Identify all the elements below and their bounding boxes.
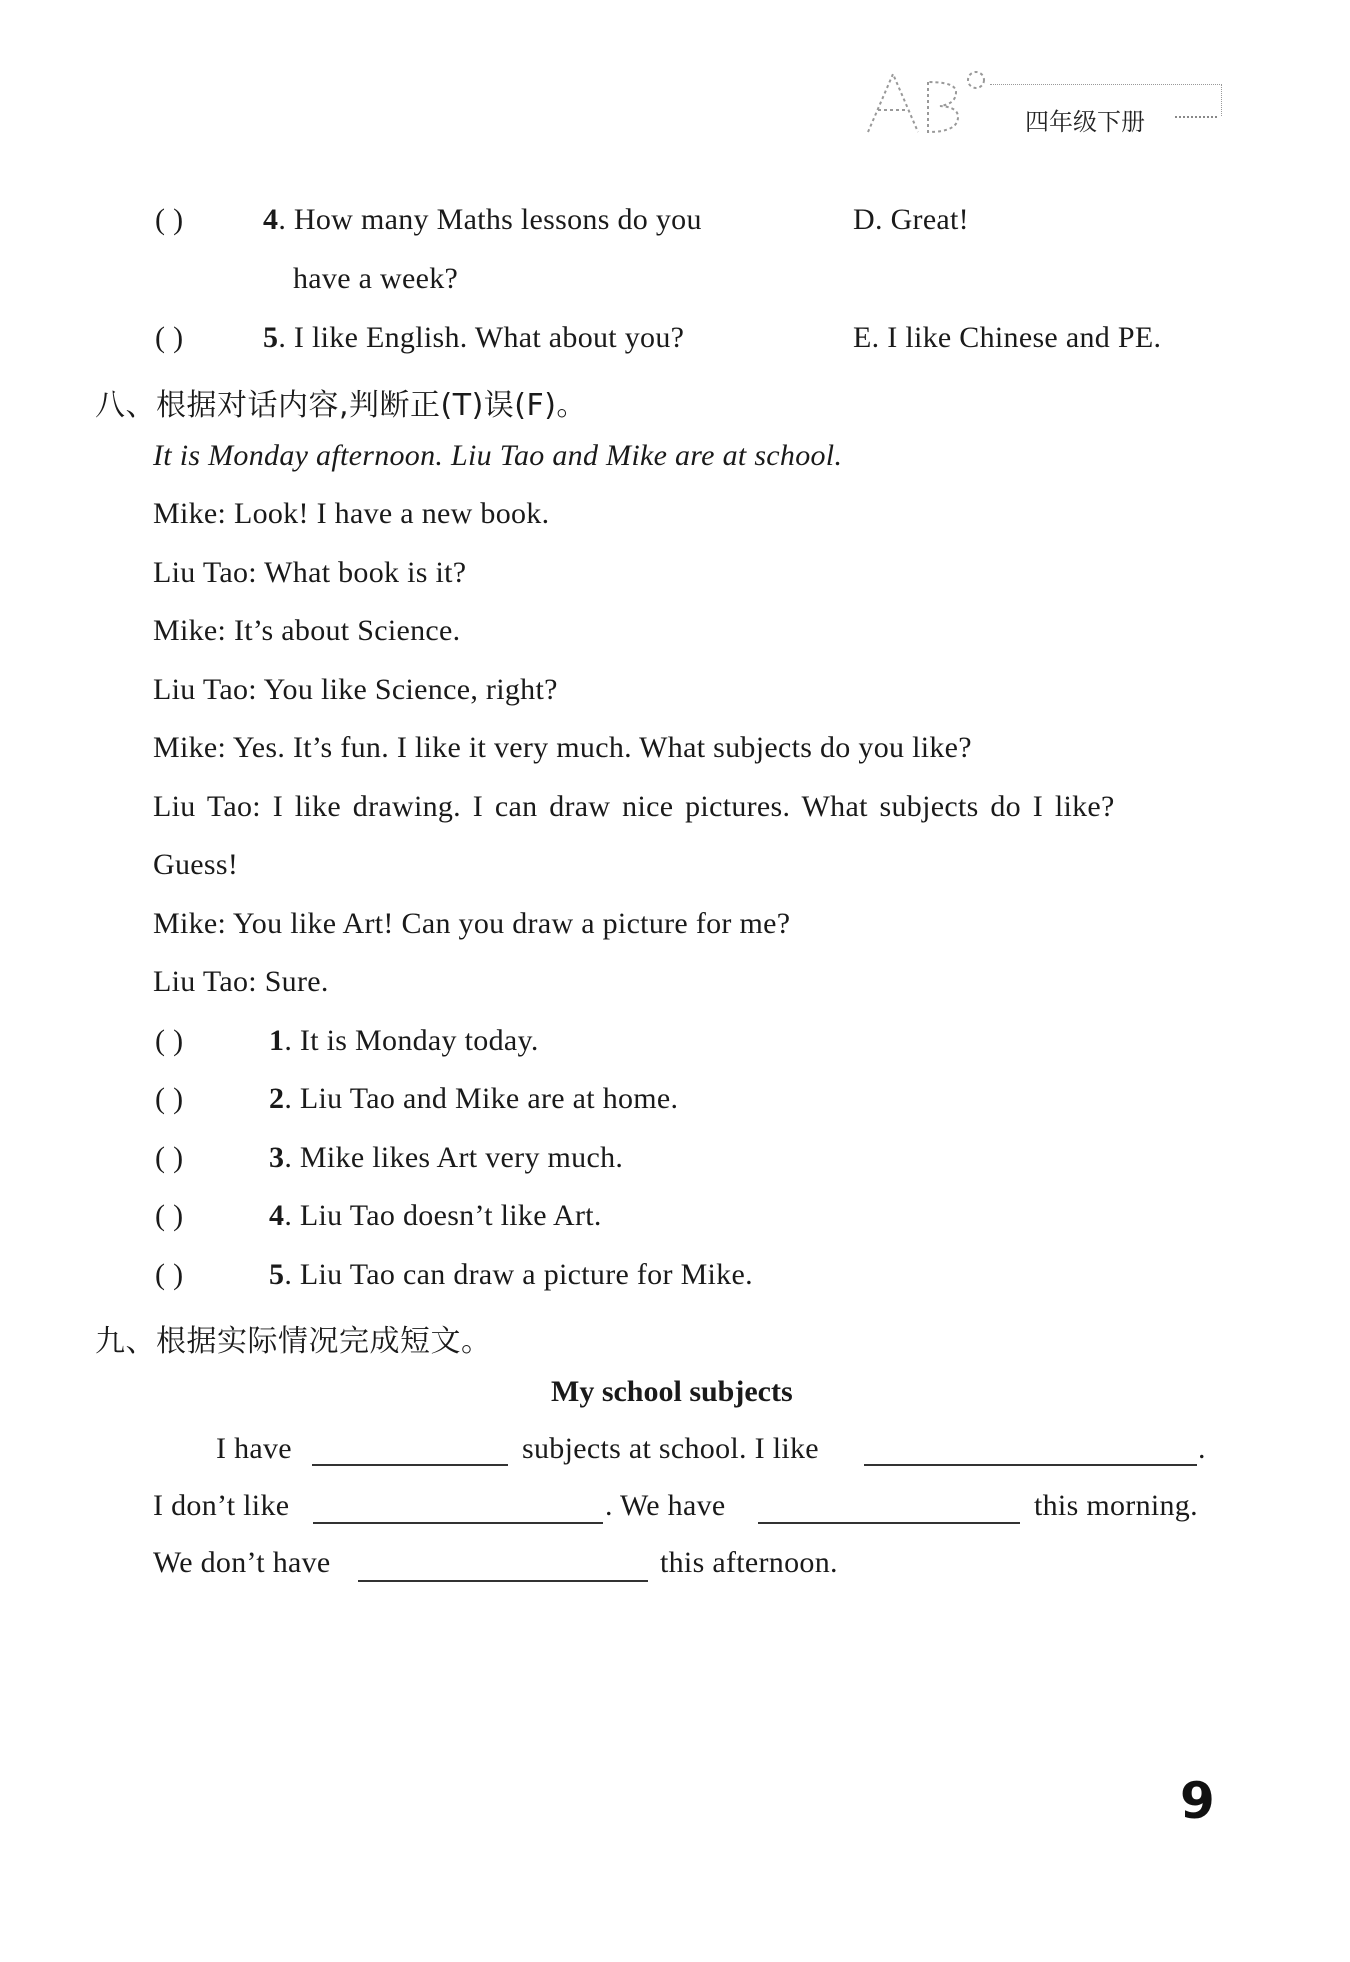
statement-text: It is Monday today.: [299, 1024, 539, 1057]
dialogue-line: Liu Tao: You like Science, right?: [153, 673, 558, 706]
matching-item-4-continuation: have a week?: [293, 262, 459, 295]
passage-text: I have: [216, 1432, 292, 1465]
dialogue-line: Liu Tao: What book is it?: [153, 556, 467, 589]
statement-text: Liu Tao and Mike are at home.: [299, 1082, 679, 1115]
passage-text: this afternoon.: [660, 1546, 838, 1579]
answer-paren[interactable]: ( ): [155, 1082, 184, 1115]
answer-paren[interactable]: ( ): [155, 1199, 184, 1232]
matching-option-d: D. Great!: [853, 203, 969, 236]
answer-paren[interactable]: ( ): [155, 203, 184, 236]
dialogue-line: Mike: Yes. It’s fun. I like it very much. What subjects do you like?: [153, 731, 972, 764]
statement-number: 2: [269, 1082, 285, 1115]
answer-paren[interactable]: ( ): [155, 1141, 184, 1174]
statement-number: 4: [269, 1199, 285, 1232]
statement-number: 3: [269, 1141, 285, 1174]
dialogue-line: Mike: You like Art! Can you draw a picture for me?: [153, 907, 791, 940]
grade-label: 四年级下册: [1025, 108, 1145, 136]
passage-text: I don’t like: [153, 1489, 290, 1522]
passage-text: . We have: [605, 1489, 726, 1522]
ab-logo-icon: [858, 62, 1008, 140]
passage-text: We don’t have: [153, 1546, 331, 1579]
tf-statement-4: ( ) 4. Liu Tao doesn’t like Art.: [155, 1199, 602, 1232]
blank-disliked-subjects[interactable]: [313, 1522, 603, 1524]
header-dots: [1175, 116, 1217, 118]
blank-morning-subjects[interactable]: [758, 1522, 1020, 1524]
answer-paren[interactable]: ( ): [155, 1024, 184, 1057]
tf-statement-3: ( ) 3. Mike likes Art very much.: [155, 1141, 624, 1174]
dialogue-line: Mike: Look! I have a new book.: [153, 497, 550, 530]
passage-text: this morning.: [1034, 1489, 1198, 1522]
section9-heading: 九、根据实际情况完成短文。: [95, 1324, 492, 1359]
statement-text: Liu Tao can draw a picture for Mike.: [299, 1258, 753, 1291]
item-question: I like English. What about you?: [293, 321, 685, 354]
header-rule-vertical: [1221, 84, 1222, 116]
dialogue-line: Guess!: [153, 848, 239, 881]
matching-option-e: E. I like Chinese and PE.: [853, 321, 1162, 354]
answer-paren[interactable]: ( ): [155, 321, 184, 354]
tf-statement-2: ( ) 2. Liu Tao and Mike are at home.: [155, 1082, 679, 1115]
blank-liked-subjects[interactable]: [864, 1464, 1197, 1466]
dialogue-line: Mike: It’s about Science.: [153, 614, 461, 647]
statement-number: 5: [269, 1258, 285, 1291]
passage-title: My school subjects: [551, 1375, 793, 1408]
item-question: How many Maths lessons do you: [293, 203, 702, 236]
header-rule: [990, 84, 1220, 85]
matching-item-4: ( ) 4. How many Maths lessons do you: [155, 203, 702, 236]
tf-statement-1: ( ) 1. It is Monday today.: [155, 1024, 539, 1057]
statement-text: Mike likes Art very much.: [299, 1141, 624, 1174]
blank-subject-count[interactable]: [312, 1464, 508, 1466]
blank-afternoon-subjects[interactable]: [358, 1580, 648, 1582]
dialogue-line: Liu Tao: I like drawing. I can draw nice pictures. What subjects do I like?: [153, 790, 1115, 823]
page-number: 9: [1180, 1772, 1215, 1830]
section8-heading: 八、根据对话内容,判断正(T)误(F)。: [95, 388, 587, 423]
answer-paren[interactable]: ( ): [155, 1258, 184, 1291]
tf-statement-5: ( ) 5. Liu Tao can draw a picture for Mike.: [155, 1258, 753, 1291]
item-number: 4: [263, 203, 279, 236]
dialogue-line: Liu Tao: Sure.: [153, 965, 329, 998]
statement-number: 1: [269, 1024, 285, 1057]
matching-item-5: ( ) 5. I like English. What about you?: [155, 321, 685, 354]
passage-text: .: [1198, 1432, 1206, 1465]
statement-text: Liu Tao doesn’t like Art.: [299, 1199, 602, 1232]
dialogue-intro: It is Monday afternoon. Liu Tao and Mike are at school.: [153, 439, 843, 472]
passage-text: subjects at school. I like: [522, 1432, 819, 1465]
item-number: 5: [263, 321, 279, 354]
